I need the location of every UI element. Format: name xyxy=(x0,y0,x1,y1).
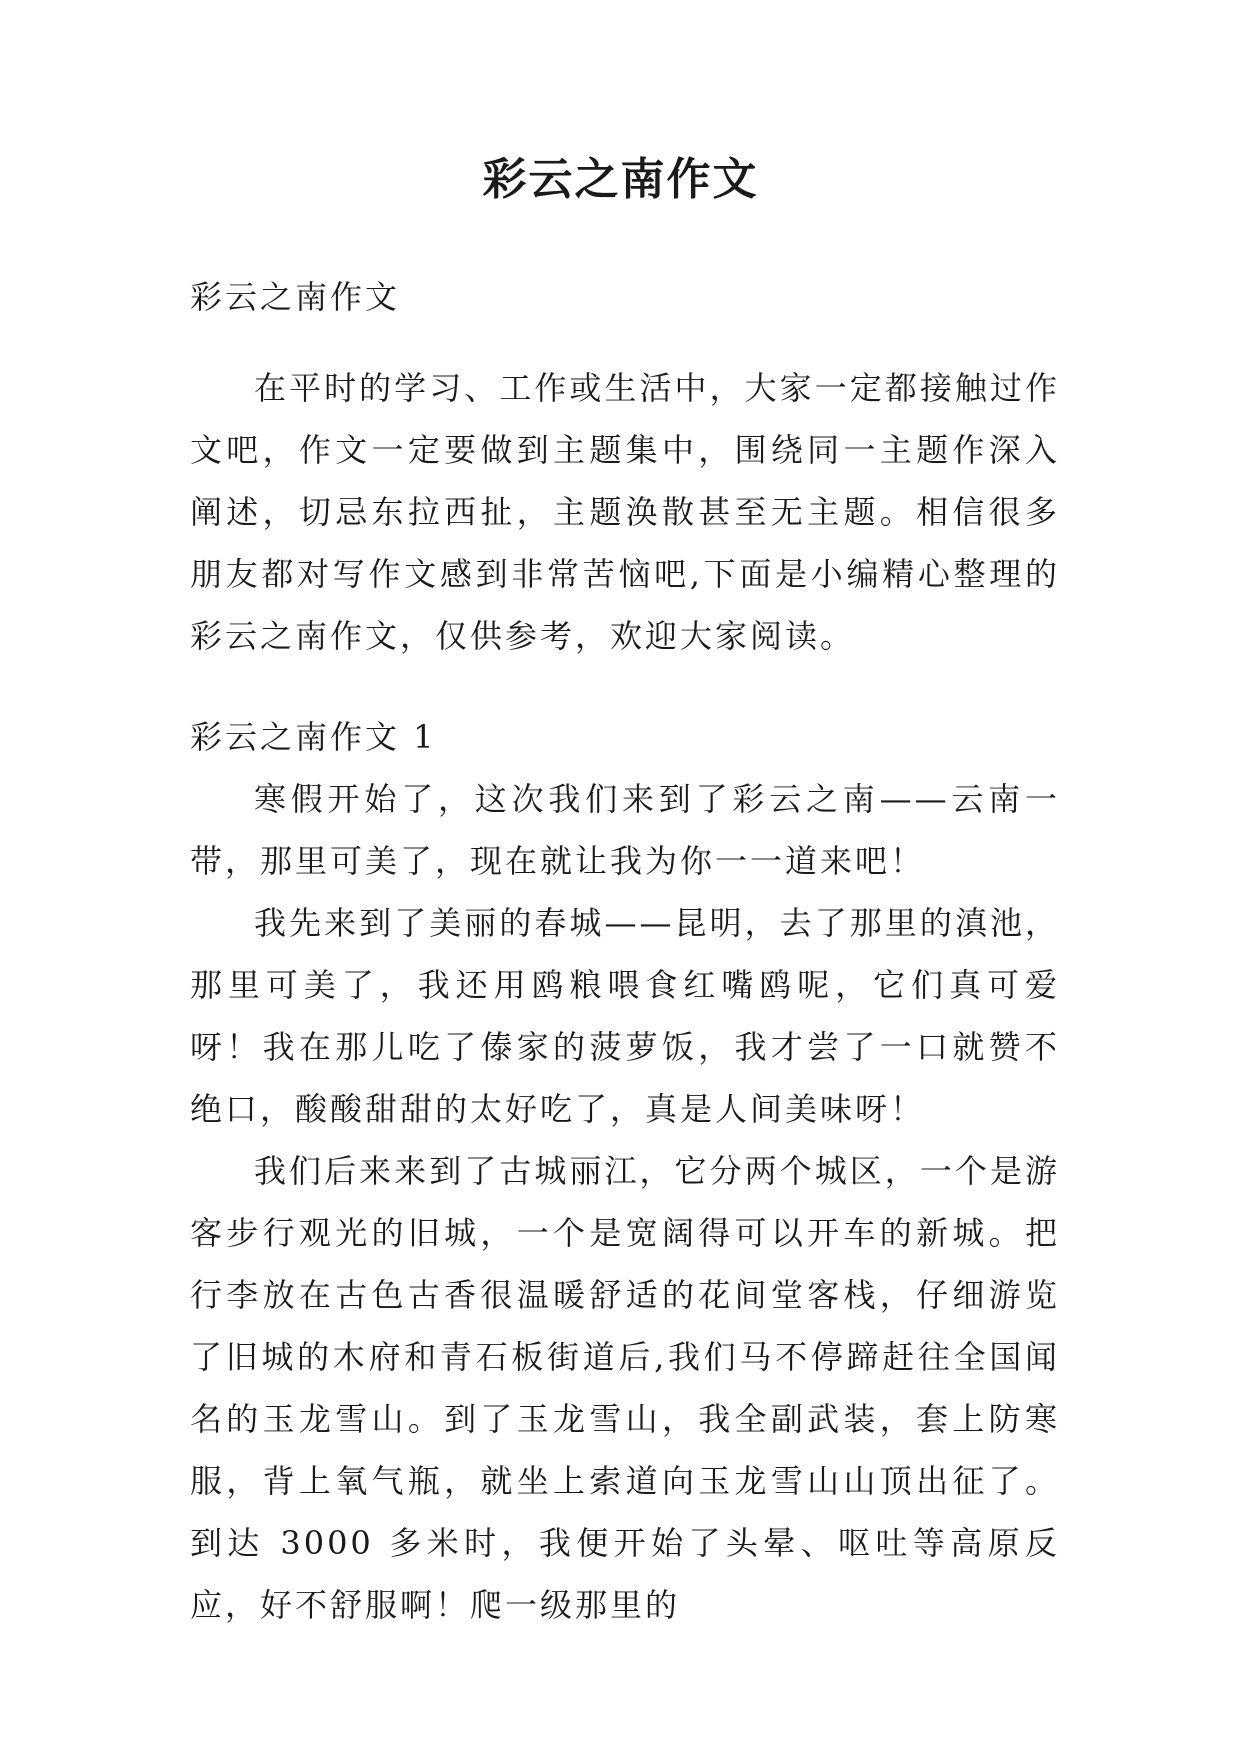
essay-body xyxy=(190,768,1060,1636)
section-heading: 彩云之南作文 1 xyxy=(190,718,437,756)
essay-paragraph: 我先来到了美丽的春城——昆明，去了那里的滇池，那里可美了，我还用鸥粮喂食红嘴鸥呢，它们真可爱呀！我在那儿吃了傣家的菠萝饭，我才尝了一口就赞不绝口，酸酸甜甜的太好吃了，真是人间美味呀！ xyxy=(190,904,1060,1128)
essay-paragraph: 我们后来来到了古城丽江，它分两个城区，一个是游客步行观光的旧城，一个是宽阔得可以开车的新城。把行李放在古色古香很温暖舒适的花间堂客栈，仔细游览了旧城的木府和青石板街道后,我们马不停蹄赶往全国闻名的玉龙雪山。到了玉龙雪山，我全副武装，套上防寒服，背上氧气瓶，就坐上索道向玉龙雪山山顶出征了。到达 3000 多米时，我便开始了头晕、呕吐等高原反应，好不舒服啊！爬一级那里的 xyxy=(190,1152,1060,1624)
intro-paragraph: 在平时的学习、工作或生活中，大家一定都接触过作文吧，作文一定要做到主题集中，围绕同一主题作深入阐述，切忌东拉西扯，主题涣散甚至无主题。相信很多朋友都对写作文感到非常苦恼吧,下面是小编精心整理的彩云之南作文，仅供参考，欢迎大家阅读。 xyxy=(190,369,1060,655)
intro-block xyxy=(190,357,1060,667)
essay-paragraph: 寒假开始了，这次我们来到了彩云之南——云南一带，那里可美了，现在就让我为你一一道来吧！ xyxy=(190,780,1060,880)
document-subtitle: 彩云之南作文 xyxy=(190,278,401,316)
document-title: 彩云之南作文 xyxy=(482,154,759,205)
